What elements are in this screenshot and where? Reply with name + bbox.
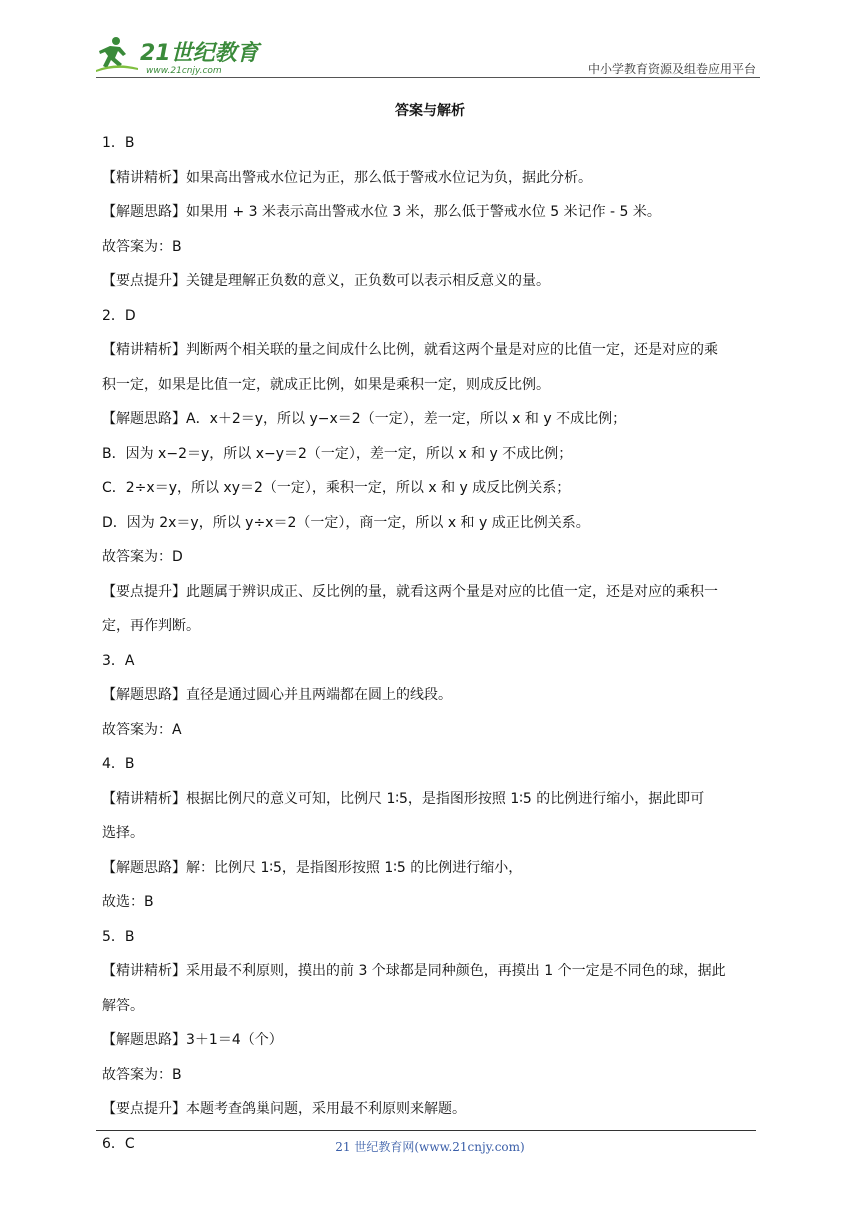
answer-line: 故答案为：B — [102, 238, 182, 255]
answer-line: 【精讲精析】判断两个相关联的量之间成什么比例，就看这两个量是对应的比值一定，还是对应的乘 — [102, 342, 718, 358]
footer-divider — [96, 1130, 756, 1131]
page-footer: 21 世纪教育网(www.21cnjy.com) — [335, 1140, 525, 1154]
answer-line: 解答。 — [102, 997, 144, 1014]
answer-line: 【要点提升】此题属于辨识成正、反比例的量，就看这两个量是对应的比值一定，还是对应的乘积一 — [102, 583, 718, 600]
answer-line: 故答案为：A — [102, 721, 182, 738]
answer-line: 【精讲精析】采用最不利原则，摸出的前 3 个球都是同种颜色，再摸出 1 个一定是不同色的球，据此 — [102, 963, 726, 979]
answer-line: 故答案为：B — [102, 1066, 182, 1083]
page-header — [96, 30, 760, 78]
answer-line: 【精讲精析】如果高出警戒水位记为正，那么低于警戒水位记为负，据此分析。 — [102, 169, 592, 186]
answer-line: D．因为 2x＝y，所以 y÷x＝2（一定），商一定，所以 x 和 y 成正比例关系。 — [102, 514, 590, 531]
answer-line: 【解题思路】3＋1＝4（个） — [102, 1032, 283, 1048]
runner-icon — [96, 37, 138, 72]
answer-line: 【解题思路】A．x＋2＝y，所以 y−x＝2（一定），差一定，所以 x 和 y 不成比例； — [102, 411, 627, 427]
answer-line: 1．B — [102, 135, 135, 151]
header-divider — [96, 77, 760, 78]
answer-line: 5．B — [102, 928, 135, 945]
answer-line: 3．A — [102, 652, 135, 669]
answer-line: 【解题思路】直径是通过圆心并且两端都在圆上的线段。 — [102, 687, 452, 703]
answer-line: 【要点提升】本题考查鸽巢问题，采用最不利原则来解题。 — [102, 1101, 466, 1117]
platform-label: 中小学教育资源及组卷应用平台 — [587, 62, 756, 76]
answer-line: 【解题思路】解：比例尺 1∶5，是指图形按照 1∶5 的比例进行缩小， — [102, 859, 523, 876]
answer-line: 6．C — [102, 1135, 135, 1152]
answer-line: 故选：B — [102, 894, 154, 910]
answer-line: 【解题思路】如果用 + 3 米表示高出警戒水位 3 米，那么低于警戒水位 5 米记作 - 5 米。 — [102, 204, 661, 220]
answer-line: B．因为 x−2＝y，所以 x−y＝2（一定），差一定，所以 x 和 y 不成比例； — [102, 445, 573, 462]
answer-line: 【精讲精析】根据比例尺的意义可知，比例尺 1∶5，是指图形按照 1∶5 的比例进行缩小，据此即可 — [102, 790, 705, 807]
answer-line: 故答案为：D — [102, 549, 183, 565]
answer-line: 2．D — [102, 307, 136, 324]
answer-line: 定，再作判断。 — [102, 618, 200, 634]
svg-text:www.21cnjy.com: www.21cnjy.com — [146, 66, 222, 76]
page-title: 答案与解析 — [395, 103, 465, 119]
site-logo — [96, 34, 266, 76]
answer-line: 【要点提升】关键是理解正负数的意义，正负数可以表示相反意义的量。 — [102, 273, 550, 289]
svg-text:21世纪教育: 21世纪教育 — [140, 41, 259, 66]
answer-line: 4．B — [102, 756, 135, 772]
answer-line: 选择。 — [102, 825, 144, 841]
answer-line: C．2÷x＝y，所以 xy＝2（一定），乘积一定，所以 x 和 y 成反比例关系； — [102, 480, 571, 496]
answer-body — [102, 126, 764, 1161]
answer-line: 积一定，如果是比值一定，就成正比例，如果是乘积一定，则成反比例。 — [102, 376, 550, 393]
